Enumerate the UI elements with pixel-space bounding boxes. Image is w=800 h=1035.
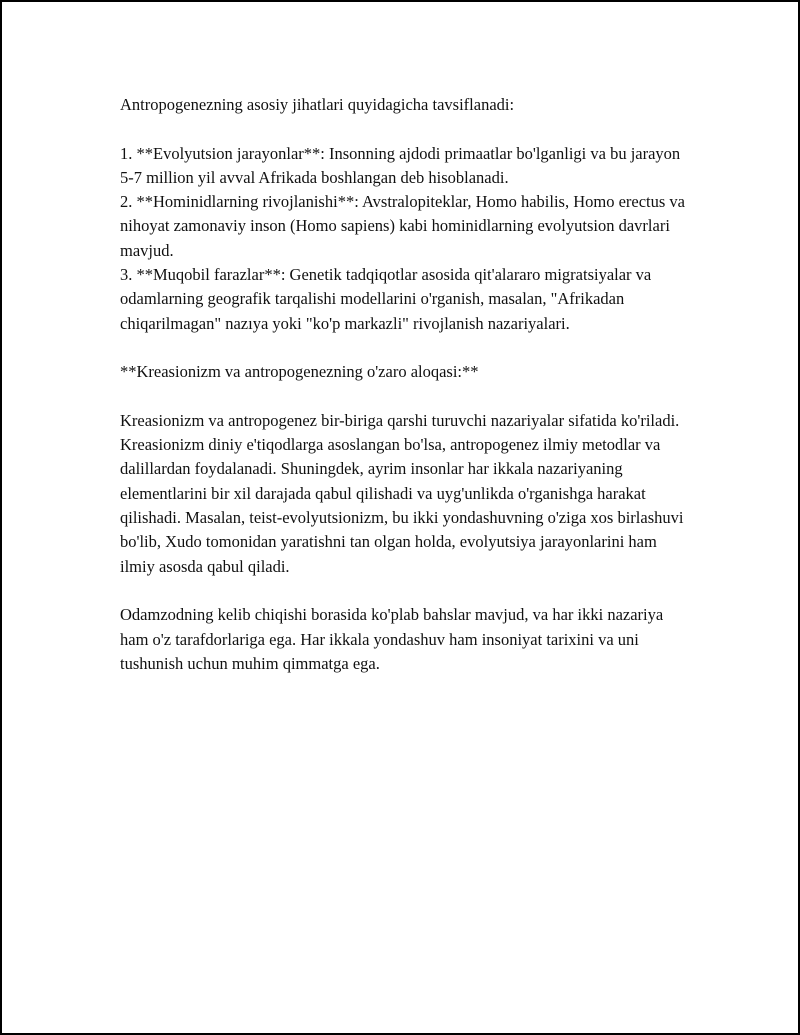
spacer [120, 336, 694, 360]
list-item-1: 1. **Evolyutsion jarayonlar**: Insonning ajdodi primaatlar bo'lganligi va bu jarayon 5-7 million yil avval Afrikada boshlangan deb hisoblanadi. [120, 143, 681, 187]
list-item-2: 2. **Hominidlarning rivojlanishi**: Avstralopiteklar, Homo habilis, Homo erectus va nihoyat zamonaviy inson (Homo sapiens) kabi hominidlarning evolyutsion davrlari mavjud. [120, 192, 685, 260]
intro-line: Antropogenezning asosiy jihatlari quyidagicha tavsiflanadi: [120, 95, 515, 114]
document-body [120, 93, 694, 676]
paragraph-1: Kreasionizm va antropogenez bir-biriga qarshi turuvchi nazariyalar sifatida ko'riladi. Kreasionizm diniy e'tiqodlarga asoslangan bo'lsa, antropogenez ilmiy metodlar va dalillardan foydalanadi. Shuningdek, ayrim insonlar har ikkala nazariyaning elementlarini bir xil darajada qabul qilishadi va uyg'unlikda o'rganishga harakat qilishadi. Masalan, teist-evolyutsionizm, bu ikki yondashuvning o'ziga xos birlashuvi bo'lib, Xudo tomonidan yaratishni tan olgan holda, evolyutsiya jarayonlarini ham ilmiy asosda qabul qiladi. [120, 410, 684, 576]
spacer [120, 579, 694, 603]
spacer [120, 117, 694, 141]
spacer [120, 385, 694, 409]
paragraph-2: Odamzodning kelib chiqishi borasida ko'plab bahslar mavjud, va har ikki nazariya ham o'z tarafdorlariga ega. Har ikkala yondashuv ham insoniyat tarixini va uni tushunish uchun muhim qimmatga ega. [120, 605, 664, 673]
section-heading: **Kreasionizm va antropogenezning o'zaro aloqasi:** [120, 362, 479, 382]
list-item-3: 3. **Muqobil farazlar**: Genetik tadqiqotlar asosida qit'alararo migratsiyalar va odamlarning geografik tarqalishi modellarini o'rganish, masalan, "Afrikadan chiqarilmagan" nazıya yoki "ko'p markazli" rivojlanish nazariyalari. [120, 265, 652, 333]
